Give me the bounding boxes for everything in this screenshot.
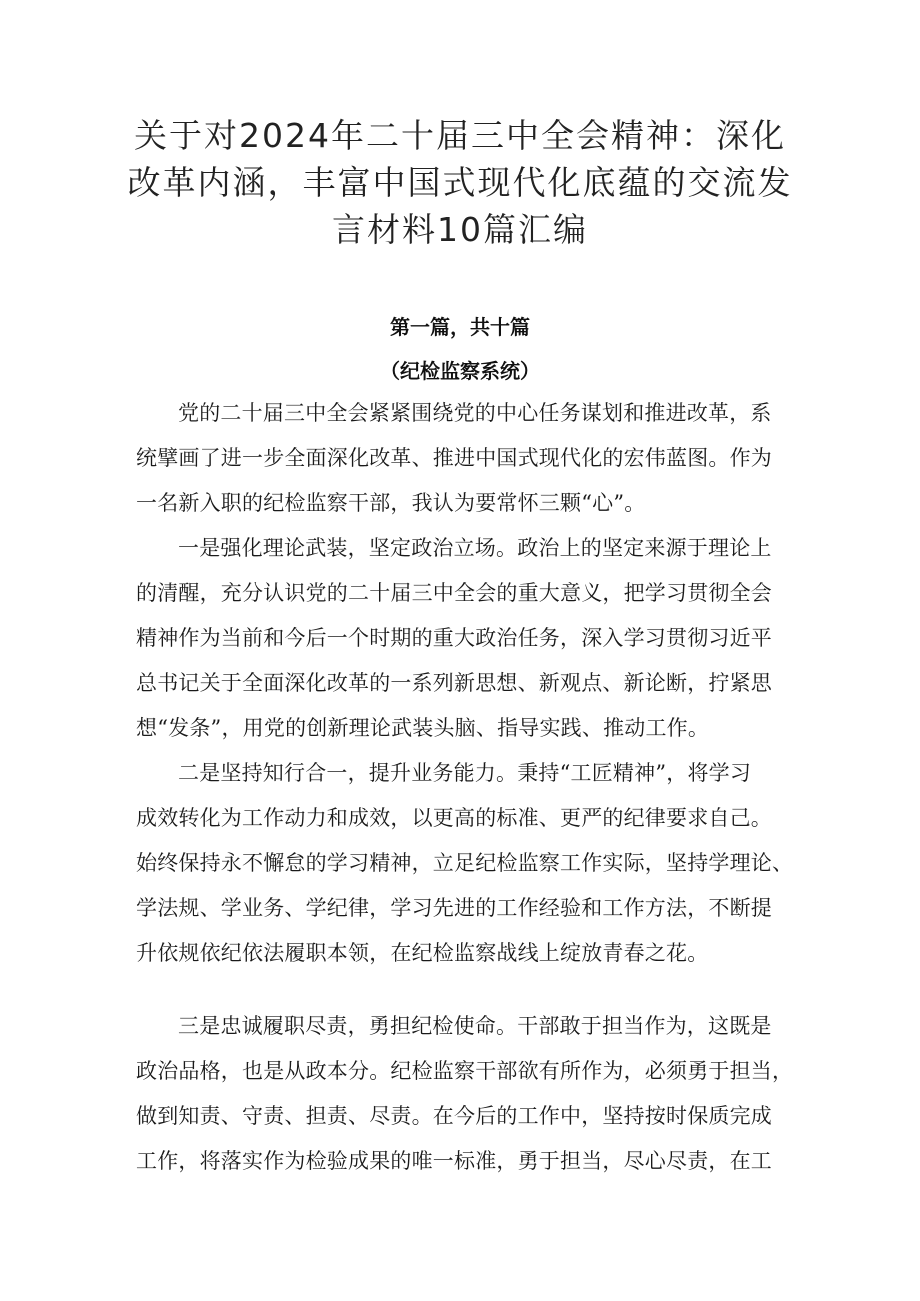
paragraph-4-line-2: 政治品格，也是从政本分。纪检监察干部欲有所作为，必须勇于担当， xyxy=(136,1059,794,1083)
paragraph-3-line-1: 二是坚持知行合一，提升业务能力。秉持“工匠精神”，将学习 xyxy=(178,761,752,785)
paragraph-1-line-1: 党的二十届三中全会紧紧围绕党的中心任务谋划和推进改革，系 xyxy=(178,401,772,425)
title-line-2: 改革内涵，丰富中国式现代化底蕴的交流发 xyxy=(127,163,793,202)
paragraph-2-line-2: 的清醒，充分认识党的二十届三中全会的重大意义，把学习贯彻全会 xyxy=(136,581,772,605)
document-title xyxy=(110,112,810,253)
title-line-1: 关于对2024年二十届三中全会精神：深化 xyxy=(134,116,786,155)
paragraph-3-line-4: 学法规、学业务、学纪律，学习先进的工作经验和工作方法，不断提 xyxy=(136,896,772,920)
paragraph-4-line-3: 做到知责、守责、担责、尽责。在今后的工作中，坚持按时保质完成 xyxy=(136,1104,772,1128)
chapter-subtitle: （纪检监察系统） xyxy=(380,359,540,383)
paragraph-4-line-1: 三是忠诚履职尽责，勇担纪检使命。干部敢于担当作为，这既是 xyxy=(178,1014,772,1038)
paragraph-4-line-4: 工作，将落实作为检验成果的唯一标准，勇于担当，尽心尽责，在工 xyxy=(136,1149,772,1173)
paragraph-2-line-4: 总书记关于全面深化改革的一系列新思想、新观点、新论断，拧紧思 xyxy=(136,671,772,695)
chapter-heading: 第一篇，共十篇 xyxy=(390,315,530,339)
title-line-3: 言材料10篇汇编 xyxy=(332,210,588,249)
paragraph-3-line-5: 升依规依纪依法履职本领，在纪检监察战线上绽放青春之花。 xyxy=(136,941,709,965)
paragraph-1-line-2: 统擘画了进一步全面深化改革、推进中国式现代化的宏伟蓝图。作为 xyxy=(136,446,772,470)
paragraph-3-line-3: 始终保持永不懈怠的学习精神，立足纪检监察工作实际，坚持学理论、 xyxy=(136,851,794,875)
paragraph-2-line-1: 一是强化理论武装，坚定政治立场。政治上的坚定来源于理论上 xyxy=(178,536,772,560)
paragraph-1-line-3: 一名新入职的纪检监察干部，我认为要常怀三颗“心”。 xyxy=(136,491,646,515)
paragraph-2-line-5: 想“发条”，用党的创新理论武装头脑、指导实践、推动工作。 xyxy=(136,716,710,740)
paragraph-2-line-3: 精神作为当前和今后一个时期的重大政治任务，深入学习贯彻习近平 xyxy=(136,626,772,650)
paragraph-3-line-2: 成效转化为工作动力和成效，以更高的标准、更严的纪律要求自己。 xyxy=(136,806,772,830)
